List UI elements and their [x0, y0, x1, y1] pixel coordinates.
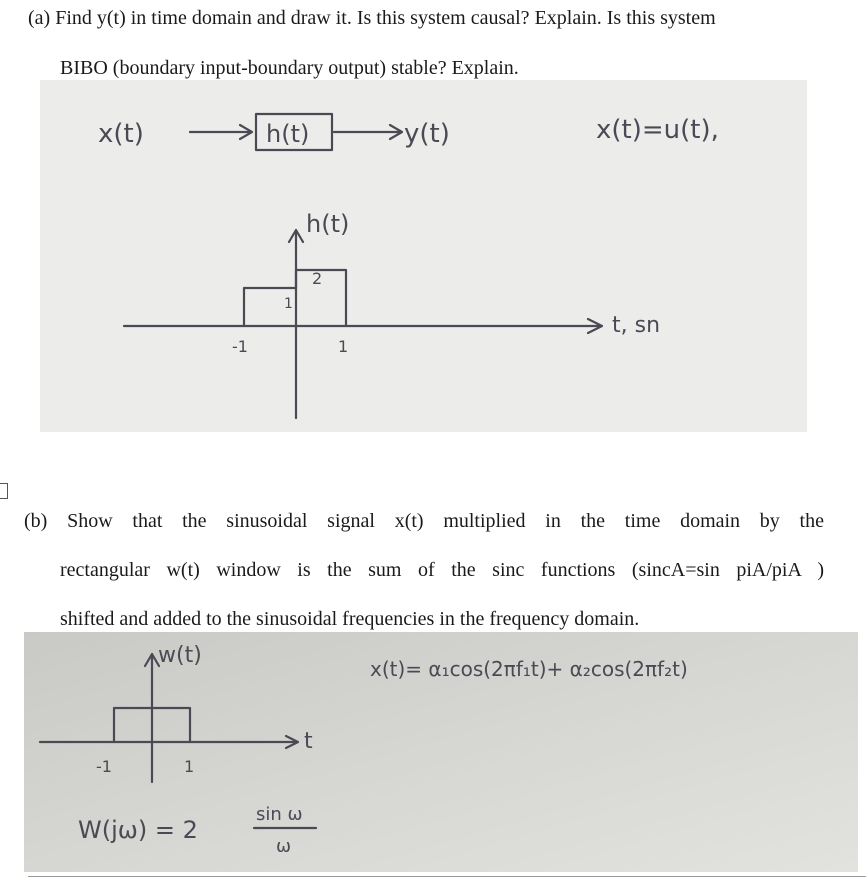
block-system-label: h(t): [266, 120, 310, 148]
bottom-divider: [28, 876, 866, 877]
plot-a-level-high: 2: [312, 269, 323, 288]
plot-a-title: h(t): [306, 210, 350, 238]
signal-definition: x(t)= α₁cos(2πf₁t)+ α₂cos(2πf₂t): [370, 657, 688, 681]
plot-a-axis-label: t, sn: [612, 313, 661, 338]
block-output-label: y(t): [404, 119, 450, 149]
plot-a-level-low: 1: [284, 296, 293, 312]
question-a-line2: BIBO (boundary input-boundary output) stable? Explain.: [60, 57, 519, 79]
plot-a-tick-pos: 1: [338, 337, 349, 356]
photo-a-drawing: [40, 80, 807, 432]
plot-a-tick-neg: -1: [232, 337, 248, 356]
transform-lhs: W(jω) = 2: [78, 816, 198, 844]
photo-b-drawing: [24, 632, 858, 872]
plot-b-axis-label: t: [304, 729, 313, 754]
transform-denominator: ω: [276, 836, 292, 857]
question-a-line1: (a) Find y(t) in time domain and draw it. Is this system causal? Explain. Is this system: [28, 7, 716, 29]
handwritten-photo-a: [40, 80, 807, 432]
block-input-label: x(t): [98, 119, 144, 149]
question-b-line2: rectangular w(t) window is the sum of the sinc functions (sincA=sin piA/piA ): [60, 559, 824, 581]
question-b-line3: shifted and added to the sinusoidal frequencies in the frequency domain.: [60, 608, 640, 630]
plot-b-tick-neg: -1: [96, 757, 112, 776]
question-b-line1: (b) Show that the sinusoidal signal x(t) multiplied in the time domain by the: [24, 510, 824, 532]
transform-numerator: sin ω: [256, 804, 303, 825]
plot-b-title: w(t): [158, 643, 202, 668]
plot-b-tick-pos: 1: [184, 757, 195, 776]
margin-marker: [0, 483, 8, 499]
handwritten-photo-b: [24, 632, 858, 872]
input-definition: x(t)=u(t),: [596, 115, 719, 145]
